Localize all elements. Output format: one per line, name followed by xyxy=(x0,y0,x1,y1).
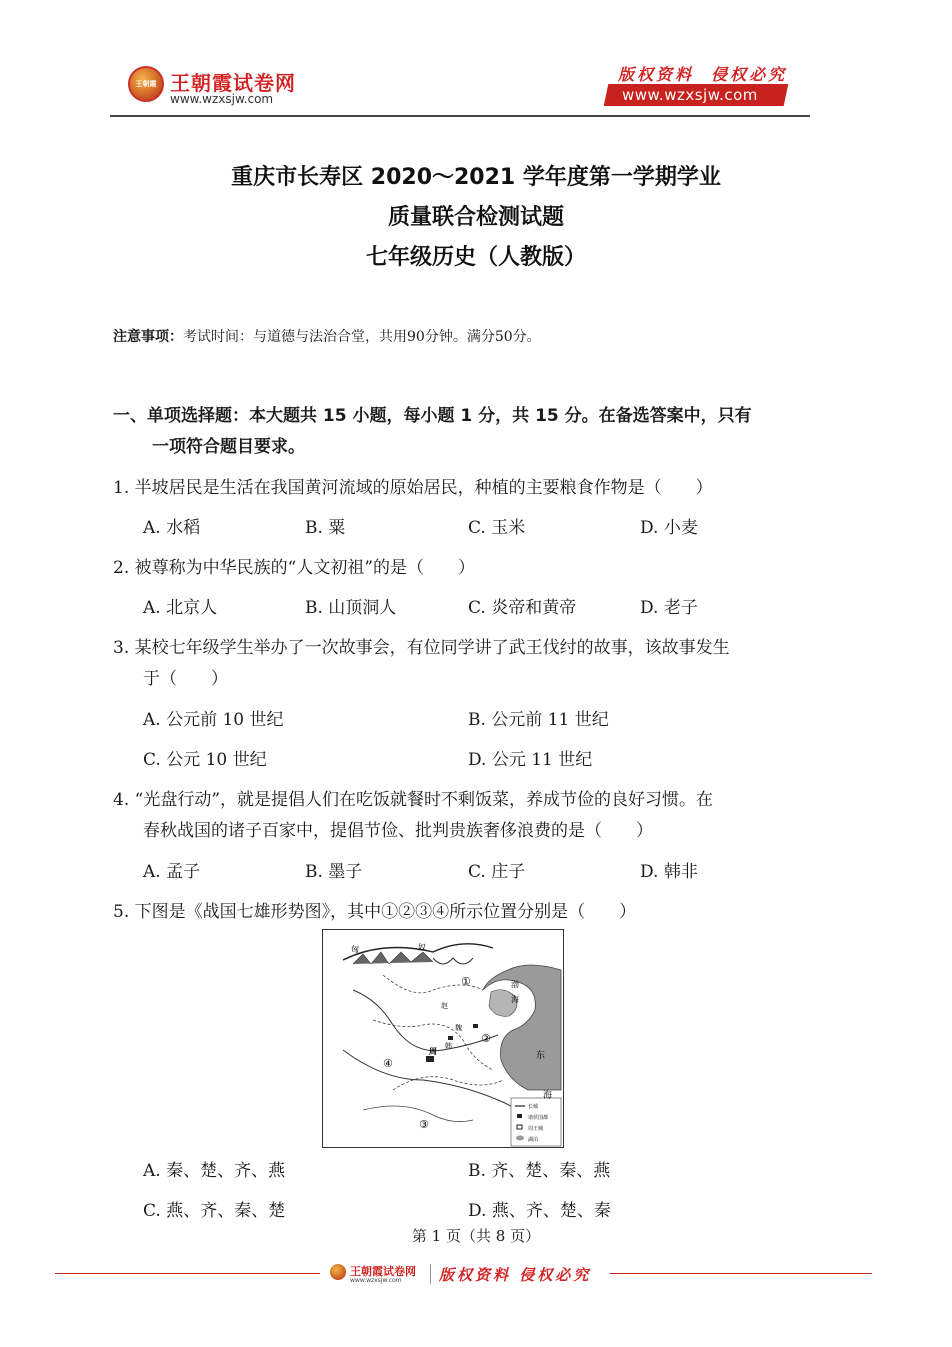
question-3-stem: 3. 某校七年级学生举办了一次故事会，有位同学讲了武王伐纣的故事，该故事发生 xyxy=(113,638,730,658)
map-marker-4: ④ xyxy=(383,1057,393,1070)
exam-title-line3: 七年级历史（人教版） xyxy=(365,245,586,270)
map-legend-item: 诸侯国都 xyxy=(528,1115,549,1121)
question-1-stem: 1. 半坡居民是生活在我国黄河流域的原始居民，种植的主要粮食作物是（ ） xyxy=(113,478,713,498)
site-logo xyxy=(128,66,164,102)
question-5-option-b: B. 齐、楚、秦、燕 xyxy=(468,1161,611,1181)
map-label: 韩 xyxy=(445,1042,452,1050)
question-5-stem: 5. 下图是《战国七雄形势图》，其中①②③④所示位置分别是（ ） xyxy=(113,902,637,922)
header-divider xyxy=(110,115,810,117)
exam-title-line1: 重庆市长寿区 2020～2021 学年度第一学期学业 xyxy=(231,165,721,190)
map-label: 匈 xyxy=(351,945,359,954)
question-3-option-b: B. 公元前 11 世纪 xyxy=(468,710,609,730)
question-5-option-d: D. 燕、齐、楚、秦 xyxy=(468,1201,611,1221)
question-4-option-d: D. 韩非 xyxy=(640,862,698,882)
site-url: www.wzxsjw.com xyxy=(170,92,274,106)
question-2-stem: 2. 被尊称为中华民族的“人文初祖”的是（ ） xyxy=(113,558,476,578)
capital-marker xyxy=(448,1036,453,1040)
footer-rule-left xyxy=(55,1273,320,1274)
question-2-option-d: D. 老子 xyxy=(640,598,698,618)
map-label: 周 xyxy=(429,1047,437,1056)
footer-copyright: 版权资料 侵权必究 xyxy=(439,1266,592,1284)
map-label: 魏 xyxy=(455,1024,462,1032)
map-label: 赵 xyxy=(441,1002,448,1010)
question-3-option-a: A. 公元前 10 世纪 xyxy=(143,710,284,730)
question-4-option-c: C. 庄子 xyxy=(468,862,526,882)
question-4-option-b: B. 墨子 xyxy=(305,862,363,882)
section-heading: 一、单项选择题：本大题共 15 小题，每小题 1 分，共 15 分。在备选答案中，只有 xyxy=(113,406,752,426)
question-3-option-d: D. 公元 11 世纪 xyxy=(468,750,593,770)
question-1-option-b: B. 粟 xyxy=(305,518,346,538)
footer-divider xyxy=(430,1264,431,1284)
map-label: 海 xyxy=(511,995,519,1004)
exam-title-line2: 质量联合检测试题 xyxy=(387,205,564,230)
question-2-option-a: A. 北京人 xyxy=(143,598,218,618)
logo-badge-text: 王朝霞 xyxy=(135,80,157,88)
footer-site-url: www.wzxsjw.com xyxy=(350,1277,402,1284)
question-3-stem-cont: 于（ ） xyxy=(143,669,228,689)
footer-site-name: 王朝霞试卷网 xyxy=(350,1265,416,1278)
question-1-option-d: D. 小麦 xyxy=(640,518,698,538)
question-1-option-a: A. 水稻 xyxy=(143,518,201,538)
footer-rule-right xyxy=(610,1273,872,1274)
url-banner-text: www.wzxsjw.com xyxy=(622,86,758,104)
question-5-option-c: C. 燕、齐、秦、楚 xyxy=(143,1201,286,1221)
question-1-option-c: C. 玉米 xyxy=(468,518,526,538)
footer-logo xyxy=(330,1264,346,1280)
page-number: 第 1 页（共 8 页） xyxy=(411,1227,541,1245)
notice-text: 考试时间：与道德与法治合堂，共用90分钟。满分50分。 xyxy=(183,329,541,345)
map-marker-2: ② xyxy=(481,1032,491,1045)
question-4-option-a: A. 孟子 xyxy=(143,862,201,882)
question-4-stem-cont: 春秋战国的诸子百家中，提倡节俭、批判贵族奢侈浪费的是（ ） xyxy=(143,821,653,841)
question-2-option-b: B. 山顶洞人 xyxy=(305,598,397,618)
question-2-option-c: C. 炎帝和黄帝 xyxy=(468,598,577,618)
map-label: 海 xyxy=(543,1091,553,1101)
notice-label: 注意事项： xyxy=(113,329,183,345)
map-label: 渤 xyxy=(511,980,519,989)
map-drawing xyxy=(323,930,563,1147)
map-label: 奴 xyxy=(418,943,426,952)
section-heading-cont: 一项符合题目要求。 xyxy=(152,437,305,457)
map-label: 东 xyxy=(536,1051,546,1061)
copyright-notice: 版权资料 侵权必究 xyxy=(618,65,788,84)
question-3-option-c: C. 公元 10 世纪 xyxy=(143,750,267,770)
map-marker-1: ① xyxy=(461,975,471,988)
exam-notice xyxy=(113,326,541,346)
question-4-stem: 4. “光盘行动”，就是提倡人们在吃饭就餐时不剩饭菜，养成节俭的良好习惯。在 xyxy=(113,790,714,810)
capital-marker xyxy=(426,1056,434,1062)
warring-states-map xyxy=(322,929,564,1148)
map-legend-item: 周王城 xyxy=(528,1126,544,1132)
map-legend-item: 长城 xyxy=(528,1104,539,1110)
question-5-option-a: A. 秦、楚、齐、燕 xyxy=(143,1161,286,1181)
map-legend-item: 湖泊 xyxy=(528,1137,539,1143)
site-name: 王朝霞试卷网 xyxy=(170,71,296,95)
capital-marker xyxy=(473,1024,478,1028)
map-marker-3: ③ xyxy=(419,1118,429,1131)
